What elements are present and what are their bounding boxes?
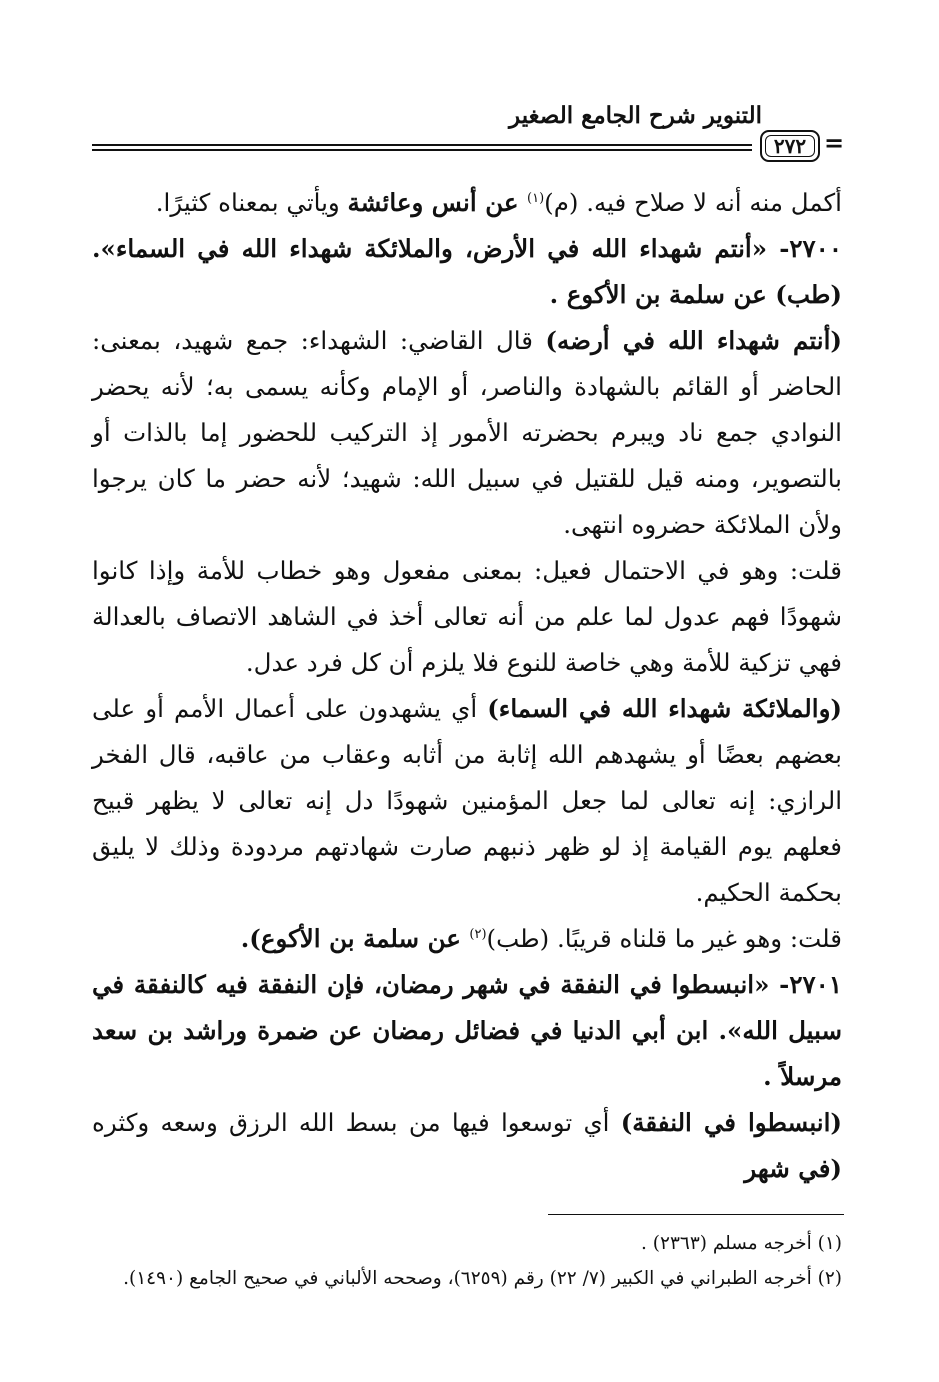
- footnote-ref[interactable]: (٢): [469, 926, 487, 942]
- footnote-ref[interactable]: (١): [527, 190, 545, 206]
- page-header: [92, 96, 845, 166]
- paragraph: [92, 686, 842, 916]
- text-segment: (انبسطوا في النفقة): [620, 1108, 842, 1137]
- page-number: ٢٧٢: [760, 130, 820, 162]
- text-segment: ويأتي بمعناه كثيرًا.: [155, 188, 348, 217]
- paragraph: [92, 916, 842, 962]
- text-segment: (أنتم شهداء الله في أرضه): [545, 326, 842, 355]
- text-segment: (والملائكة شهداء الله في السماء): [487, 694, 843, 723]
- text-segment: أي توسعوا فيها من بسط الله الرزق وسعه وكثره: [92, 1108, 621, 1137]
- footnote-separator: [548, 1214, 844, 1215]
- text-segment: أكمل منه أنه لا صلاح فيه. (م): [544, 188, 842, 217]
- header-rule: [92, 149, 752, 151]
- text-segment: قال القاضي: الشهداء: جمع شهيد، بمعنى: الحاضر أو القائم بالشهادة والناصر، أو الإمام وكأنه يسمى به؛ لأنه يحضر النوادي جمع ناد ويبرم بحضرته الأمور إذ التركيب للحضور إما بالذات أو بالتصوير، ومنه قيل للقتيل في سبيل الله: شهيد؛ لأنه حضر ما كان يرجوا ولأن الملائكة حضروه انتهى.: [92, 326, 842, 539]
- text-segment: عن سلمة بن الأكوع).: [240, 924, 470, 953]
- header-ornament: =: [824, 128, 845, 157]
- paragraph: [92, 180, 842, 226]
- text-segment: قلت: وهو في الاحتمال فعيل: بمعنى مفعول وهو خطاب للأمة وإذا كانوا شهودًا فهم عدول لما علم من أنه تعالى أخذ في الشاهد الاتصاف بالعدالة فهي تزكية للأمة وهي خاصة للنوع فلا يلزم أن كل فرد عدل.: [92, 556, 842, 677]
- text-segment: عن أنس وعائشة: [347, 188, 527, 217]
- text-segment: (في شهر: [744, 1154, 842, 1183]
- footnote-1: (١) أخرجه مسلم (٢٣٦٣) .: [641, 1233, 842, 1254]
- main-text: [92, 180, 842, 1192]
- header-rule: [92, 144, 752, 146]
- text-segment: ٢٧٠١- «انبسطوا في النفقة في شهر رمضان، فإن النفقة فيه كالنفقة في سبيل الله». ابن أبي الدنيا في فضائل رمضان عن ضمرة وراشد بن سعد مرسلاً .: [92, 970, 842, 1091]
- running-title: التنوير شرح الجامع الصغير: [509, 102, 762, 129]
- paragraph: [92, 226, 842, 318]
- text-segment: ٢٧٠٠- «أنتم شهداء الله في الأرض، والملائكة شهداء الله في السماء». (طب) عن سلمة بن الأكوع .: [92, 234, 842, 309]
- paragraph: [92, 1100, 842, 1192]
- text-segment: أي يشهدون على أعمال الأمم أو على بعضهم بعضًا أو يشهدهم الله إثابة من أثابه وعقاب من عاقبه، قال الفخر الرازي: إنه تعالى لما جعل المؤمنين شهودًا دل إنه تعالى لا يظهر قبيح فعلهم يوم القيامة إذ لو ظهر ذنبهم صارت شهادتهم مردودة وذلك لا يليق بحكمة الحكيم.: [92, 694, 842, 907]
- footnotes: [92, 1226, 842, 1296]
- paragraph: [92, 962, 842, 1100]
- paragraph: [92, 318, 842, 548]
- paragraph: [92, 548, 842, 686]
- text-segment: قلت: وهو غير ما قلناه قريبًا. (طب): [486, 924, 842, 953]
- footnote-2: (٢) أخرجه الطبراني في الكبير (٧/ ٢٢) رقم (٦٢٥٩)، وصححه الألباني في صحيح الجامع (١٤٩٠).: [123, 1268, 842, 1289]
